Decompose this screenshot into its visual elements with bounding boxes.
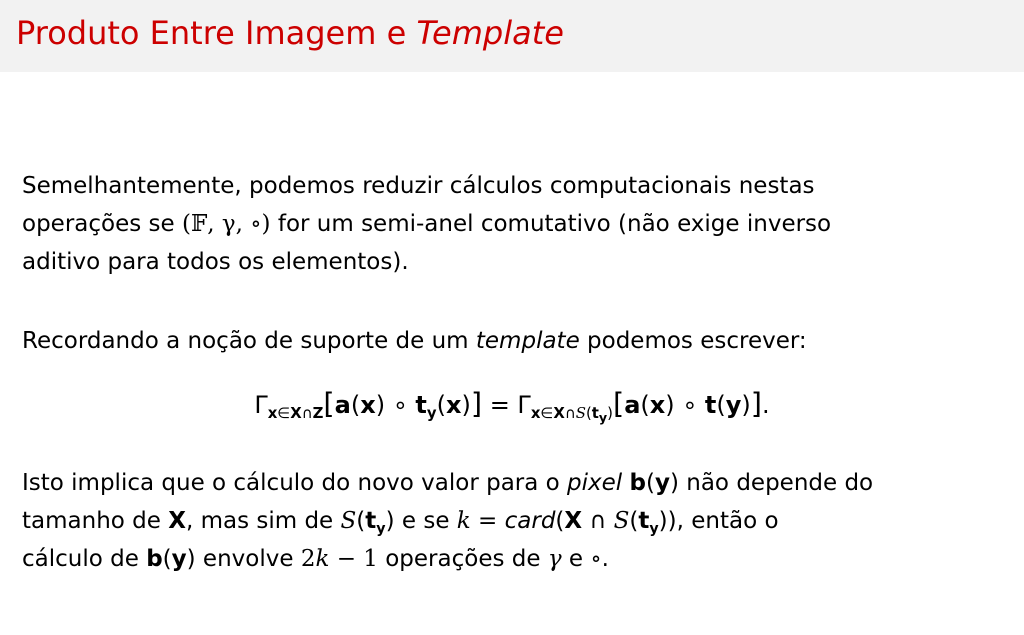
support-formula: $\Gamma_{x\in X\cap Z}[a(x)$ ∘ $t_y(x)] = \Gamma_{x\in X\cap S(t_y)}[a(x)$ ∘ t(y)]. <box>254 386 770 425</box>
slide-title: Produto Entre Imagem e Template <box>16 14 564 52</box>
paragraph-semi-ring: Semelhantemente, podemos reduzir cálculos computacionais nestas operações se (𝔽, γ, ∘) for um semi-anel comutativo (não exige inverso aditivo para todos os elementos). <box>22 173 832 275</box>
slide-header <box>0 0 1024 72</box>
paragraph-support: Recordando a noção de suporte de um template podemos escrever: <box>22 328 807 354</box>
paragraph-implication: Isto implica que o cálculo do novo valor para o pixel b(y) não depende do tamanho de X, mas sim de $S(t_y)$ e se k = card(X ∩ $S(t_y)$), então o cálculo de b(y) envolve 2k − 1 operações de γ e ∘. <box>22 470 874 572</box>
semi-ring-tuple: (𝔽, γ, ∘) <box>181 211 271 237</box>
slide-title-italic: Template <box>416 14 564 52</box>
